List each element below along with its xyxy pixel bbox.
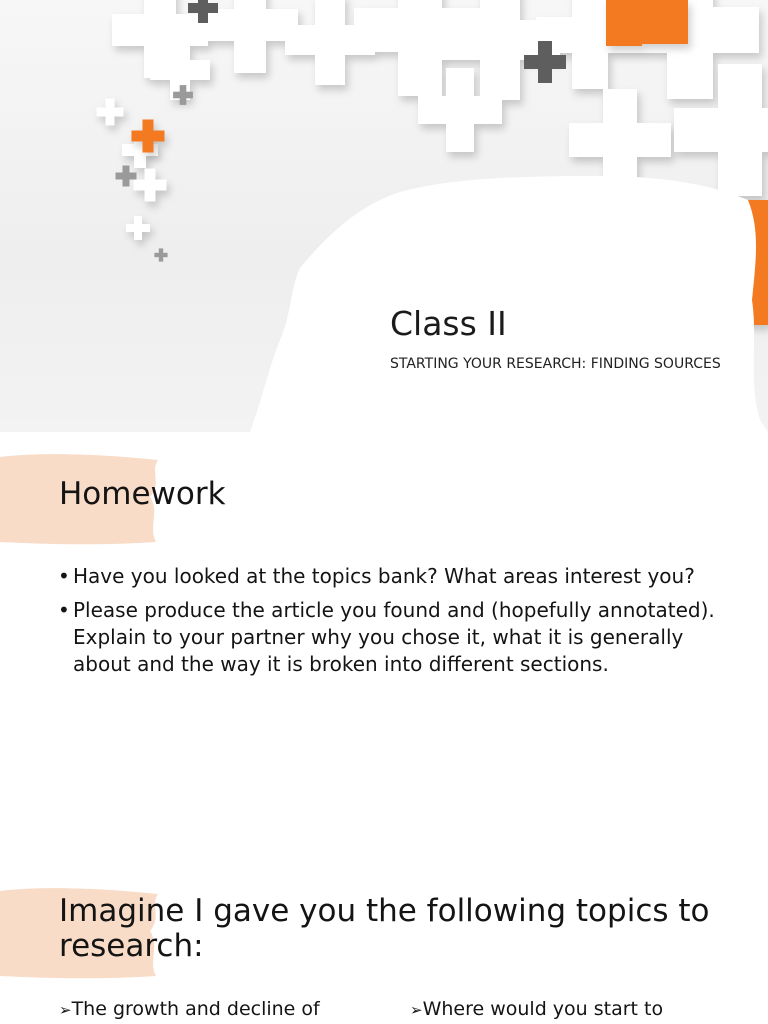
arrow-bullet-icon: ➢ [410, 1001, 423, 1019]
slide-subtitle: STARTING YOUR RESEARCH: FINDING SOURCES [390, 356, 721, 372]
topic-left-item [59, 996, 359, 1023]
title-slide [0, 0, 768, 432]
topic-left-text: The growth and decline of [71, 998, 320, 1020]
homework-slide [0, 432, 768, 884]
arrow-bullet-icon: ➢ [59, 1001, 72, 1019]
topic-right-text: Where would you start to [422, 998, 664, 1020]
bullet-item: • Please produce the article you found and (hopefully annotated). Explain to your partner why you chose it, what it is generally about and the way it is broken into different sections. [58, 597, 738, 678]
research-topics-slide [0, 884, 768, 1024]
slide-title: Class II [390, 304, 507, 343]
slide-heading: Homework [59, 476, 226, 512]
topic-right-item [410, 996, 710, 1023]
bullet-item: • Have you looked at the topics bank? What areas interest you? [58, 563, 738, 590]
bullet-list [58, 563, 738, 685]
slide-heading: Imagine I gave you the following topics to research: [59, 893, 710, 964]
